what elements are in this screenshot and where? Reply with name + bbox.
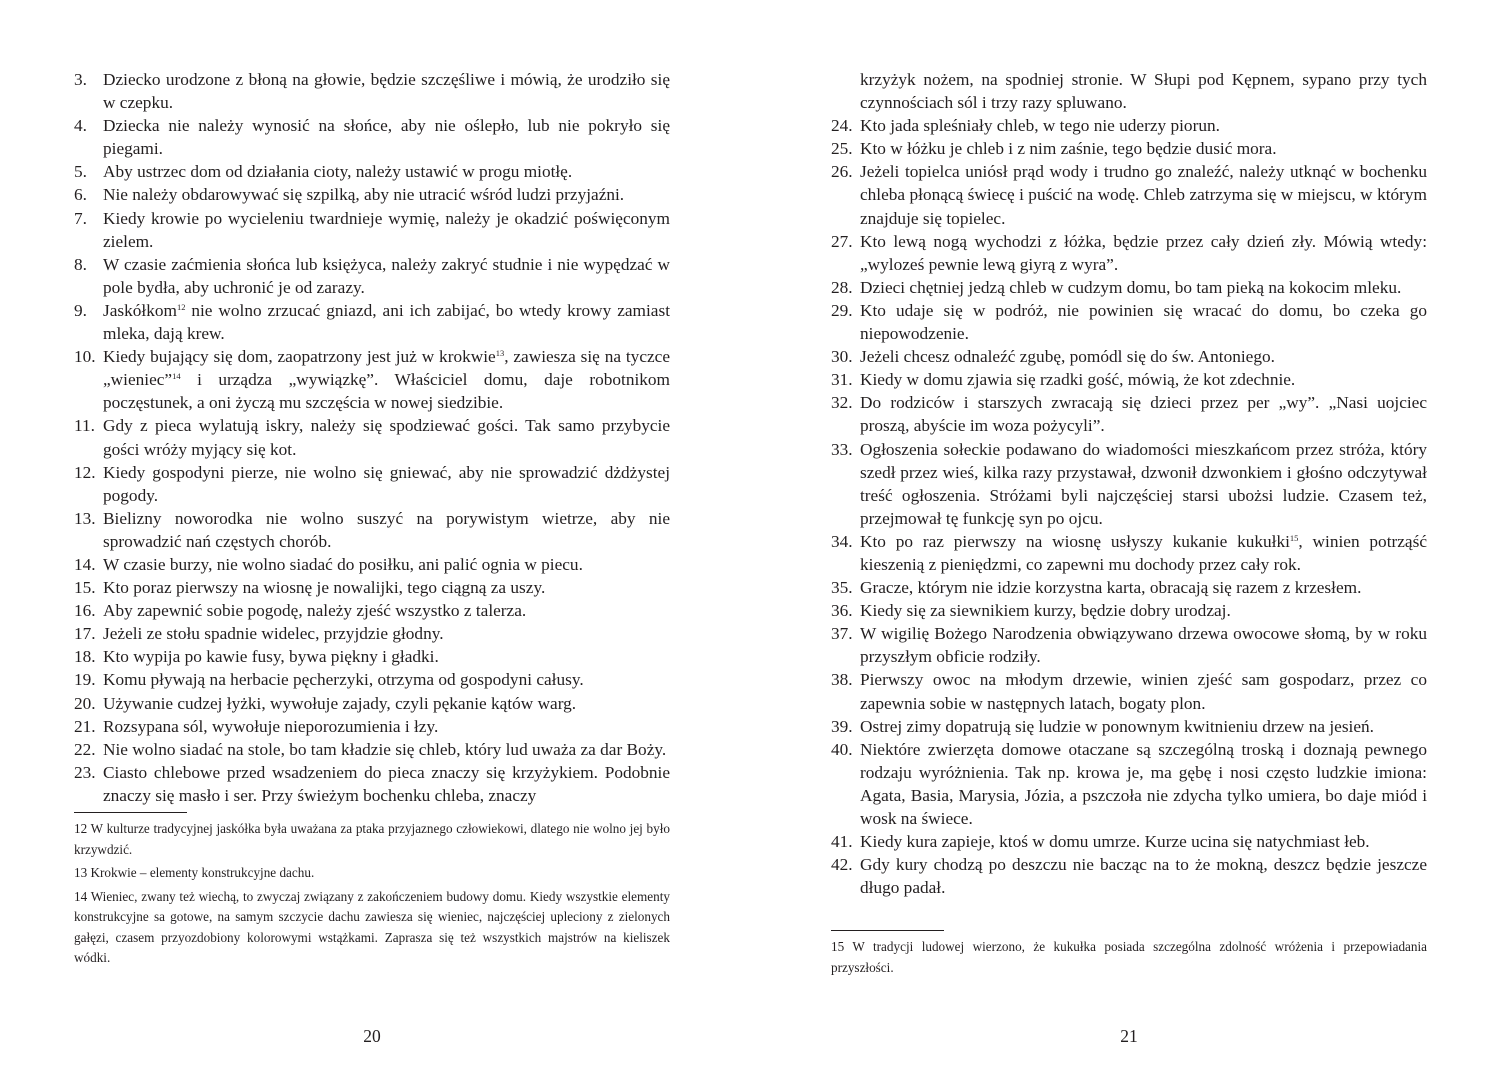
footnote: 14 Wieniec, zwany też wiechą, to zwyczaj związany z zakończeniem budowy domu. Kiedy wszystkie elementy konstrukcyjne sa gotowe, na samym szczycie dachu zawiesza się wieniec, najczęściej upleciony z zielonych gałęzi, czasem przyozdobiony kolorowymi wstążkami. Zaprasza się też wszystkich majstrów na kieliszek wódki. xyxy=(74,888,670,965)
item-number: 10. xyxy=(74,347,96,367)
item-number: 26. xyxy=(831,162,853,182)
item-number: 27. xyxy=(831,231,853,251)
item-number: 22. xyxy=(74,739,96,759)
item-number: 19. xyxy=(74,670,96,690)
item-text: Ogłoszenia sołeckie podawano do wiadomości mieszkańcom przez stróża, który szedł przez wieś, kilka razy przystawał, dzwonił dzwonkiem i głośno odczytywał treść ogłoszenia. Stróżami byli najczęściej starsi ubożsi ludzie. Czasem też, przejmował tę funkcję syn po ojcu. xyxy=(860,439,1427,528)
item-text: Rozsypana sól, wywołuje nieporozumienia i łzy. xyxy=(103,716,439,736)
list-item xyxy=(74,668,670,691)
item-number: 3. xyxy=(74,70,87,89)
list-item xyxy=(74,253,670,299)
item-text: Kto wypija po kawie fusy, bywa piękny i gładki. xyxy=(103,647,439,667)
list-item xyxy=(831,715,1427,738)
item-number: 33. xyxy=(831,439,853,459)
list-item xyxy=(74,207,670,253)
list-item xyxy=(831,345,1427,368)
item-text: Jeżeli chcesz odnaleźć zgubę, pomódl się do św. Antoniego. xyxy=(860,347,1275,367)
item-number: 14. xyxy=(74,554,96,574)
item-text: Dziecko urodzone z błoną na głowie, będzie szczęśliwe i mówią, że urodziło się w czepku. xyxy=(103,70,670,113)
item-number: 11. xyxy=(74,416,95,436)
list-item xyxy=(74,461,670,507)
item-number: 28. xyxy=(831,277,853,297)
list-item xyxy=(831,438,1427,530)
item-text xyxy=(103,345,670,414)
footnote-separator xyxy=(831,930,944,931)
page-number: 20 xyxy=(363,1026,381,1046)
list-item xyxy=(74,622,670,645)
list-item xyxy=(74,761,670,807)
item-text: Dzieci chętniej jedzą chleb w cudzym domu, bo tam pieką na kokocim mleku. xyxy=(860,277,1402,297)
item-text: Do rodziców i starszych zwracają się dzieci przez per „wy”. „Nasi uojciec proszą, abyście im woza pożycyli”. xyxy=(860,393,1427,436)
item-text-part: Kto po raz pierwszy na wiosnę usłyszy kukanie kukułki xyxy=(860,531,1290,551)
list-item xyxy=(74,160,670,183)
list-item xyxy=(831,114,1427,137)
item-text: Kiedy w domu zjawia się rzadki gość, mówią, że kot zdechnie. xyxy=(860,370,1296,390)
item-number: 6. xyxy=(74,185,87,205)
right-page xyxy=(831,68,1427,1058)
item-number: 15. xyxy=(74,578,96,598)
list-item xyxy=(74,645,670,668)
footnote: 15 W tradycji ludowej wierzono, że kukułka posiada szczególna zdolność wróżenia i przepowiadania przyszłości. xyxy=(831,939,1427,975)
item-number: 21. xyxy=(74,716,96,736)
list-item xyxy=(831,622,1427,668)
item-text: Używanie cudzej łyżki, wywołuje zajady, czyli pękanie kątów warg. xyxy=(103,693,577,713)
list-item xyxy=(74,299,670,345)
item-text: W czasie burzy, nie wolno siadać do posiłku, ani palić ognia w piecu. xyxy=(103,554,583,574)
item-number: 34. xyxy=(831,531,853,551)
item-text: Nie wolno siadać na stole, bo tam kładzie się chleb, który lud uważa za dar Boży. xyxy=(103,739,667,759)
list-item xyxy=(74,553,670,576)
item-number: 39. xyxy=(831,716,853,736)
list-item xyxy=(74,692,670,715)
footnote-ref: 14 xyxy=(172,371,181,382)
item-text: Ciasto chlebowe przed wsadzeniem do pieca znaczy się krzyżykiem. Podobnie znaczy się masło i ser. Przy świeżym bochenku chleba, znaczy xyxy=(103,762,670,805)
superstitions-list xyxy=(74,68,670,807)
item-text: Jeżeli topielca uniósł prąd wody i trudno go znaleźć, należy utknąć w bochenku chleba płonącą świecę i puścić na wodę. Chleb zatrzyma się w miejscu, w którym znajduje się topielec. xyxy=(860,162,1427,228)
item-number: 24. xyxy=(831,116,853,136)
footnote-separator xyxy=(74,812,187,813)
list-item xyxy=(831,137,1427,160)
item-number: 42. xyxy=(831,855,853,875)
item-text-part: Jaskółkom xyxy=(103,300,177,320)
item-text xyxy=(103,299,670,345)
list-item xyxy=(74,414,670,460)
item-number: 23. xyxy=(74,762,96,782)
list-item xyxy=(831,668,1427,714)
item-text: Aby ustrzec dom od działania cioty, należy ustawić w progu miotłę. xyxy=(103,162,573,182)
left-page xyxy=(74,68,670,1058)
list-item xyxy=(74,183,670,206)
item-text: Kiedy krowie po wycieleniu twardnieje wymię, należy je okadzić poświęconym zielem. xyxy=(103,208,670,251)
list-item xyxy=(74,507,670,553)
item-text: Pierwszy owoc na młodym drzewie, winien zjeść sam gospodarz, przez co zapewnia sobie w następnych latach, bogaty plon. xyxy=(860,670,1427,713)
list-item xyxy=(74,715,670,738)
item-text: Kiedy się za siewnikiem kurzy, będzie dobry urodzaj. xyxy=(860,601,1231,621)
footnotes xyxy=(831,937,1427,978)
item-text-part: , winien potrząść kieszenią z pieniędzmi, co zapewni mu dochody przez cały rok. xyxy=(860,531,1427,574)
item-number: 4. xyxy=(74,116,87,136)
list-item xyxy=(74,738,670,761)
item-number: 17. xyxy=(74,624,96,644)
item-text: W czasie zaćmienia słońca lub księżyca, należy zakryć studnie i nie wypędzać w pole bydła, aby uchronić je od zarazy. xyxy=(103,254,670,297)
item-text: Jeżeli ze stołu spadnie widelec, przyjdzie głodny. xyxy=(103,624,444,644)
list-item xyxy=(831,830,1427,853)
item-text: Kto jada spleśniały chleb, w tego nie uderzy piorun. xyxy=(860,116,1220,136)
item-number: 18. xyxy=(74,647,96,667)
footnote-ref: 12 xyxy=(176,301,186,312)
item-text: Kto udaje się w podróż, nie powinien się wracać do domu, bo czeka go niepowodzenie. xyxy=(860,300,1427,344)
superstitions-list xyxy=(831,114,1427,899)
footnote-ref: 15 xyxy=(1289,532,1299,543)
item-number: 8. xyxy=(74,254,87,274)
item-text: Kiedy gospodyni pierze, nie wolno się gniewać, aby nie sprowadzić dżdżystej pogody. xyxy=(103,462,670,505)
item-number: 9. xyxy=(74,300,87,320)
continued-text: krzyżyk nożem, na spodniej stronie. W Słupi pod Kępnem, sypano przy tych czynnościach sól i trzy razy spluwano. xyxy=(860,70,1427,113)
item-number: 12. xyxy=(74,462,96,482)
list-item xyxy=(831,576,1427,599)
list-item xyxy=(831,160,1427,229)
item-number: 37. xyxy=(831,624,853,644)
item-number: 32. xyxy=(831,393,853,413)
list-item xyxy=(74,68,670,114)
item-text: Gdy kury chodzą po deszczu nie bacząc na to że mokną, deszcz będzie jeszcze długo padał. xyxy=(860,855,1427,898)
item-text-part: , zawiesza się na tyczce „wieniec” xyxy=(103,347,671,390)
item-number: 36. xyxy=(831,601,853,621)
item-number: 35. xyxy=(831,578,853,598)
list-item xyxy=(74,599,670,622)
item-text: Nie należy obdarowywać się szpilką, aby nie utracić wśród ludzi przyjaźni. xyxy=(103,185,625,205)
item-number: 5. xyxy=(74,162,87,182)
list-item xyxy=(831,738,1427,830)
item-text: Kto poraz pierwszy na wiosnę je nowalijki, tego ciągną za uszy. xyxy=(103,578,546,598)
item-text: Aby zapewnić sobie pogodę, należy zjeść wszystko z talerza. xyxy=(103,601,527,621)
item-number: 7. xyxy=(74,208,87,228)
list-item xyxy=(74,576,670,599)
item-text: Gracze, którym nie idzie korzystna karta, obracają się razem z krzesłem. xyxy=(860,578,1362,598)
item-number: 38. xyxy=(831,670,853,690)
item-number: 25. xyxy=(831,139,853,159)
list-item xyxy=(74,345,670,414)
item-text-part: Kiedy bujający się dom, zaopatrzony jest już w krokwie xyxy=(103,347,496,367)
item-text: Ostrej zimy dopatrują się ludzie w ponownym kwitnieniu drzew na jesień. xyxy=(860,716,1374,736)
item-text: Kto lewą nogą wychodzi z łóżka, będzie przez cały dzień zły. Mówią wtedy: „wyloześ pewnie lewą giyrą z wyra”. xyxy=(860,231,1427,274)
item-number: 13. xyxy=(74,508,96,528)
list-item xyxy=(831,368,1427,391)
list-item xyxy=(831,599,1427,622)
item-text: Kto w łóżku je chleb i z nim zaśnie, tego będzie dusić mora. xyxy=(860,139,1277,159)
list-item xyxy=(74,114,670,160)
item-text: Gdy z pieca wylatują iskry, należy się spodziewać gości. Tak samo przybycie gości wróży myjący się kot. xyxy=(103,416,670,459)
list-item xyxy=(831,853,1427,899)
footnote-ref: 13 xyxy=(495,348,505,359)
item-text-part: nie wolno zrzucać gniazd, ani ich zabijać, bo wtedy krowy zamiast mleka, dają krew. xyxy=(103,300,670,344)
item-text xyxy=(860,530,1427,576)
item-text: W wigilię Bożego Narodzenia obwiązywano drzewa owocowe słomą, by w roku przyszłym obficie rodziły. xyxy=(860,624,1427,667)
list-item xyxy=(831,530,1427,576)
item-text: Niektóre zwierzęta domowe otaczane są szczególną troską i doznają pewnego rodzaju wyróżnienia. Tak np. krowa je, ma gębę i nosi często ludzkie imiona: Agata, Basia, Marysia, Józia, a pszczoła nie zdycha tylko umiera, bo daje miód i wosk na świece. xyxy=(860,739,1427,828)
item-text: Kiedy kura zapieje, ktoś w domu umrze. Kurze ucina się natychmiast łeb. xyxy=(860,832,1370,852)
item-number: 41. xyxy=(831,832,853,852)
footnote: 12 W kulturze tradycyjnej jaskółka była uważana za ptaka przyjaznego człowiekowi, dlatego nie wolno jej było krzywdzić. xyxy=(74,821,670,857)
item-number: 40. xyxy=(831,739,853,759)
page-number: 21 xyxy=(1120,1026,1138,1046)
item-number: 30. xyxy=(831,347,853,367)
footnote: 13 Krokwie – elementy konstrukcyjne dachu. xyxy=(74,865,315,880)
list-item xyxy=(831,299,1427,345)
item-number: 20. xyxy=(74,693,96,713)
item-number: 29. xyxy=(831,300,853,320)
item-text: Komu pływają na herbacie pęcherzyki, otrzyma od gospodyni całusy. xyxy=(103,670,584,690)
list-item xyxy=(831,391,1427,437)
item-text: Dziecka nie należy wynosić na słońce, aby nie oślepło, lub nie pokryło się piegami. xyxy=(103,116,670,159)
list-item xyxy=(831,276,1427,299)
list-item xyxy=(831,230,1427,276)
item-number: 16. xyxy=(74,601,96,621)
item-text: Bielizny noworodka nie wolno suszyć na porywistym wietrze, aby nie sprowadzić nań częstych chorób. xyxy=(103,508,670,551)
footnotes xyxy=(74,819,670,969)
item-number: 31. xyxy=(831,370,853,390)
item-text-part: i urządza „wywiązkę”. Właściciel domu, daje robotnikom poczęstunek, a oni życzą mu szczęścia w nowej siedzibie. xyxy=(103,370,670,413)
